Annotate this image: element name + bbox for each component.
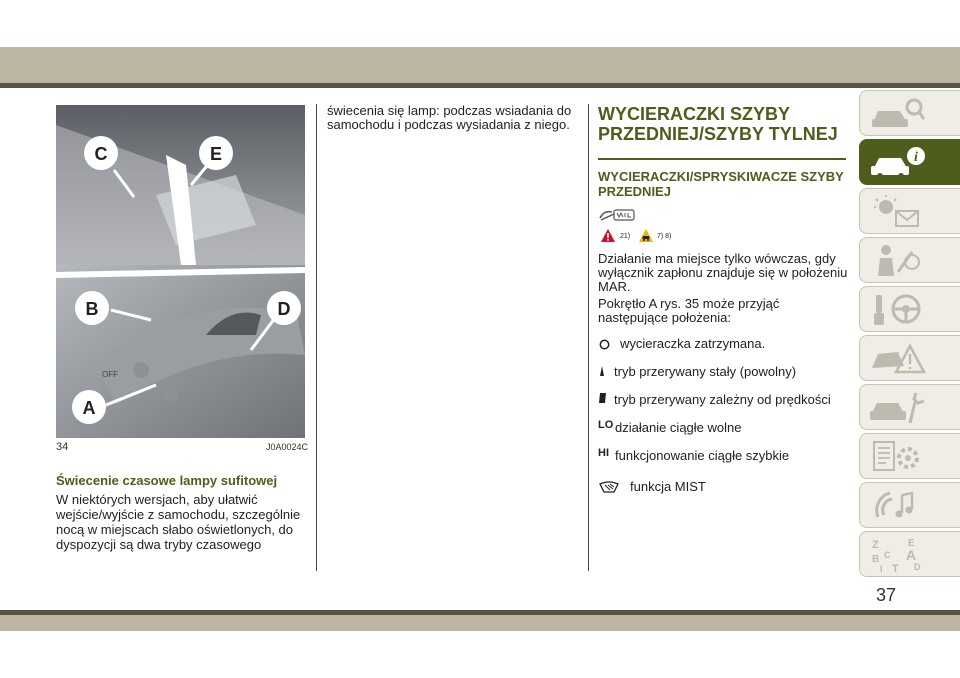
- car-wrench-icon: [868, 389, 928, 427]
- car-search-icon: [868, 95, 928, 133]
- page-number: 37: [876, 585, 897, 605]
- paragraph-courtesy-light: W niektórych wersjach, aby ułatwić wejście/wyjście z samochodu, szczególnie nocą w miejscach słabo oświetlonych, do dyspozycji są dwa tryby czasowego: [56, 492, 301, 552]
- tab-index[interactable]: [859, 531, 960, 577]
- svg-text:A: A: [82, 398, 96, 418]
- column-divider: [588, 104, 589, 571]
- circle-icon: [599, 339, 610, 350]
- tab-emergency[interactable]: [859, 335, 960, 381]
- callout-e: [199, 136, 233, 170]
- svg-text:A: A: [906, 547, 917, 563]
- car-hazard-icon: [868, 340, 928, 378]
- header-rule: [0, 83, 960, 88]
- thick-bar-icon: [599, 393, 606, 403]
- car-info-icon: [868, 144, 928, 182]
- seat-airbag-icon: [868, 242, 928, 280]
- header-band: [0, 47, 960, 83]
- svg-text:E: E: [209, 144, 223, 164]
- list-item: wycieraczka zatrzymana.: [620, 336, 766, 351]
- svg-text:Z: Z: [872, 539, 879, 551]
- multimedia-icon: [868, 487, 928, 525]
- subsection-title: WYCIERACZKI/SPRYSKIWACZE SZYBY PRZEDNIEJ: [598, 169, 844, 199]
- svg-text:i: i: [914, 150, 918, 165]
- callout-c: [84, 136, 118, 170]
- section-rule: [598, 158, 846, 160]
- paragraph-continuation: świecenia się lamp: podczas wsiadania do samochodu i podczas wysiadania z niego.: [327, 103, 572, 132]
- svg-text:D: D: [277, 299, 291, 319]
- svg-text:C: C: [884, 550, 891, 560]
- caution-ref: 7) 8): [657, 233, 672, 240]
- svg-text:B: B: [85, 299, 99, 319]
- list-item: funkcja MIST: [630, 479, 706, 494]
- spec-gear-icon: [868, 438, 928, 476]
- svg-text:B: B: [872, 554, 880, 565]
- paragraph-knob: Pokrętło A rys. 35 może przyjąć następujące położenia:: [598, 296, 780, 325]
- tab-warning-lights[interactable]: [859, 188, 960, 234]
- tab-starting-driving[interactable]: [859, 286, 960, 332]
- tab-knowing-your-car[interactable]: [859, 90, 960, 136]
- section-title: WYCIERACZKI SZYBY PRZEDNIEJ/SZYBY TYLNEJ: [598, 104, 838, 144]
- figure-code: J0A0024C: [266, 442, 309, 452]
- svg-text:I: I: [880, 564, 883, 574]
- list-item: działanie ciągłe wolne: [615, 420, 742, 435]
- svg-text:T: T: [892, 563, 899, 574]
- tab-multimedia[interactable]: [859, 482, 960, 528]
- warning-triangle-icon: [600, 228, 616, 243]
- mist-icon: [598, 481, 620, 493]
- list-item: tryb przerywany zależny od prędkości: [614, 392, 831, 407]
- tab-safety[interactable]: [859, 237, 960, 283]
- svg-text:C: C: [94, 144, 108, 164]
- lo-symbol: LO: [598, 419, 614, 431]
- svg-text:D: D: [914, 562, 921, 572]
- list-item: tryb przerywany stały (powolny): [614, 364, 797, 379]
- caution-car-icon: [638, 228, 654, 243]
- column-divider: [316, 104, 317, 571]
- section-heading-courtesy-light: Świecenie czasowe lampy sufitowej: [56, 473, 278, 488]
- tab-maintenance[interactable]: [859, 384, 960, 430]
- dashboard-photo: [56, 105, 305, 438]
- callout-d: [267, 291, 301, 325]
- warning-light-message-icon: [868, 193, 928, 231]
- callout-b: [75, 291, 109, 325]
- list-item: funkcjonowanie ciągłe szybkie: [615, 448, 790, 463]
- callout-a: [72, 390, 106, 424]
- thin-bar-icon: [599, 365, 605, 376]
- tab-car-info[interactable]: [859, 139, 960, 185]
- off-label: OFF: [102, 370, 118, 379]
- footer-band: [0, 615, 960, 631]
- figure-number: 34: [56, 441, 69, 453]
- tab-technical-data[interactable]: [859, 433, 960, 479]
- wiper-lever-icon: [598, 204, 638, 222]
- warning-ref: 21): [620, 233, 631, 240]
- key-steering-wheel-icon: [868, 291, 928, 329]
- index-letters-icon: [868, 536, 928, 574]
- hi-symbol: HI: [598, 447, 609, 459]
- paragraph-ignition: Działanie ma miejsce tylko wówczas, gdy wyłącznik zapłonu znajduje się w położeniu MAR.: [598, 251, 848, 294]
- svg-text:E: E: [908, 538, 915, 549]
